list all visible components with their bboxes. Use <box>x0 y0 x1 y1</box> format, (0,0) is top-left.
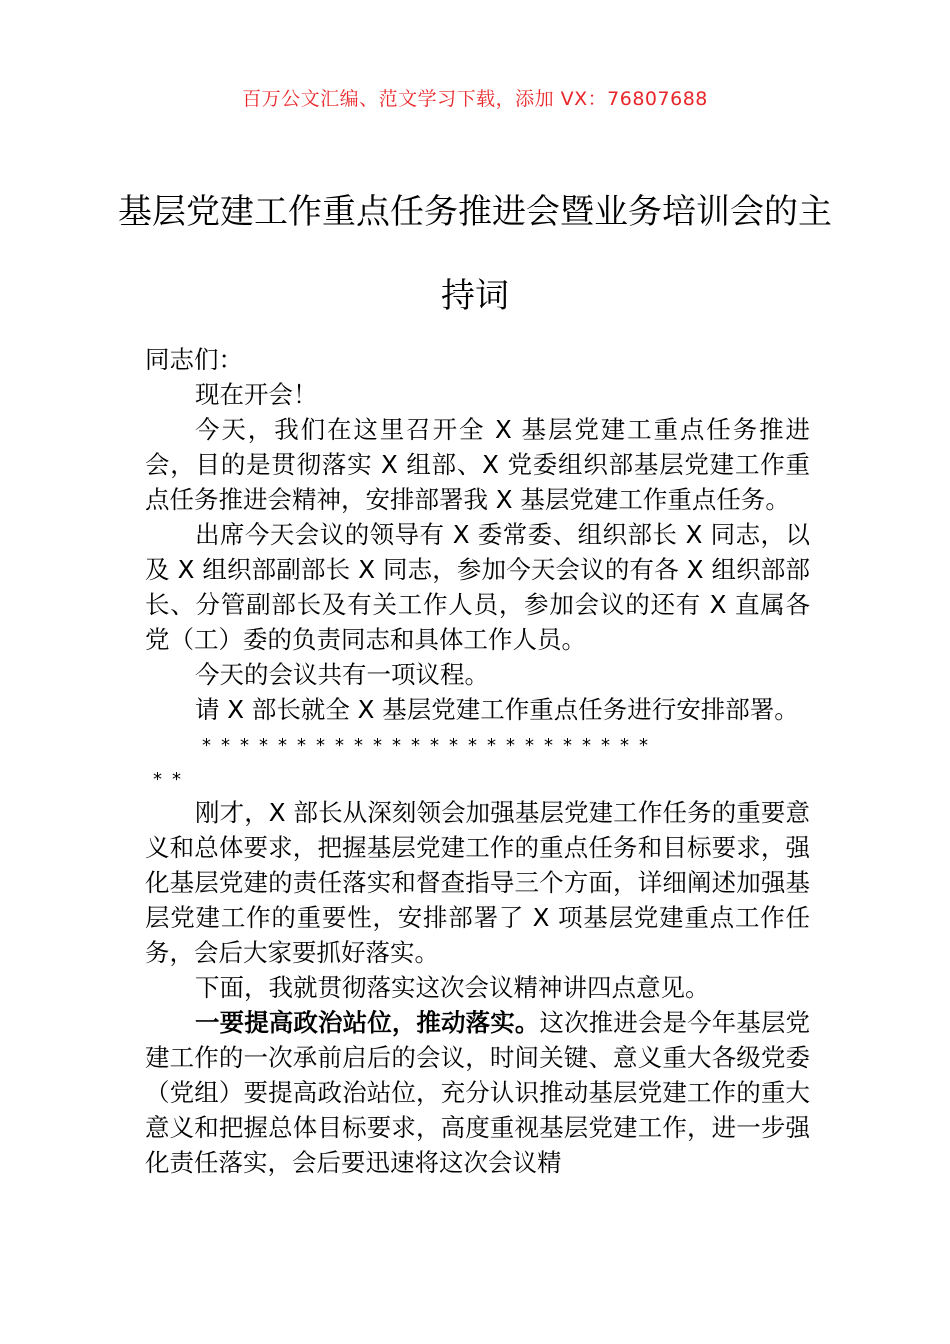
opinion-one-text: 这次推进会是今年基层党建工作的一次承前启后的会议，时间关键、意义重大各级党委（党组）要提高政治站位，充分认识推动基层党建工作的重大意义和把握总体目标要求，高度重视基层党建工作，进一步强化责任落实，会后要迅速将这次会议精 <box>145 1008 811 1177</box>
paragraph-opinion-one <box>145 1005 810 1180</box>
promo-banner: 百万公文汇编、范文学习下载，添加 VX：76807688 <box>242 88 708 110</box>
separator-stars-continued: ** <box>153 769 191 790</box>
paragraph-summary: 刚才，X 部长从深刻领会加强基层党建工作任务的重要意义和总体要求，把握基层党建工作的重点任务和目标要求，强化基层党建的责任落实和督查指导三个方面，详细阐述加强基层党建工作的重要性，安排部署了 X 项基层党建重点工作任务，会后大家要抓好落实。 <box>145 798 810 967</box>
paragraph-intro-opinions: 下面，我就贯彻落实这次会议精神讲四点意见。 <box>195 973 710 1002</box>
salutation: 同志们： <box>145 345 243 374</box>
paragraph-agenda-item: 请 X 部长就全 X 基层党建工作重点任务进行安排部署。 <box>195 695 799 724</box>
paragraph-attendees: 出席今天会议的领导有 X 委常委、组织部长 X 同志，以及 X 组织部副部长 X 同志，参加今天会议的有各 X 组织部部长、分管副部长及有关工作人员，参加会议的还有 X 直属各党（工）委的负责同志和具体工作人员。 <box>145 520 810 654</box>
paragraph-purpose: 今天，我们在这里召开全 X 基层党建工重点任务推进会，目的是贯彻落实 X 组部、X 党委组织部基层党建工作重点任务推进会精神，安排部署我 X 基层党建工作重点任务。 <box>145 415 810 514</box>
separator-stars: ************************ <box>202 735 658 756</box>
document-body <box>145 342 810 1180</box>
paragraph-agenda: 今天的会议共有一项议程。 <box>195 660 489 689</box>
opinion-one-heading: 一要提高政治站位，推动落实。 <box>195 1008 540 1037</box>
paragraph-opening: 现在开会！ <box>195 380 318 409</box>
document-title: 基层党建工作重点任务推进会暨业务培训会的主持词 <box>118 192 832 316</box>
